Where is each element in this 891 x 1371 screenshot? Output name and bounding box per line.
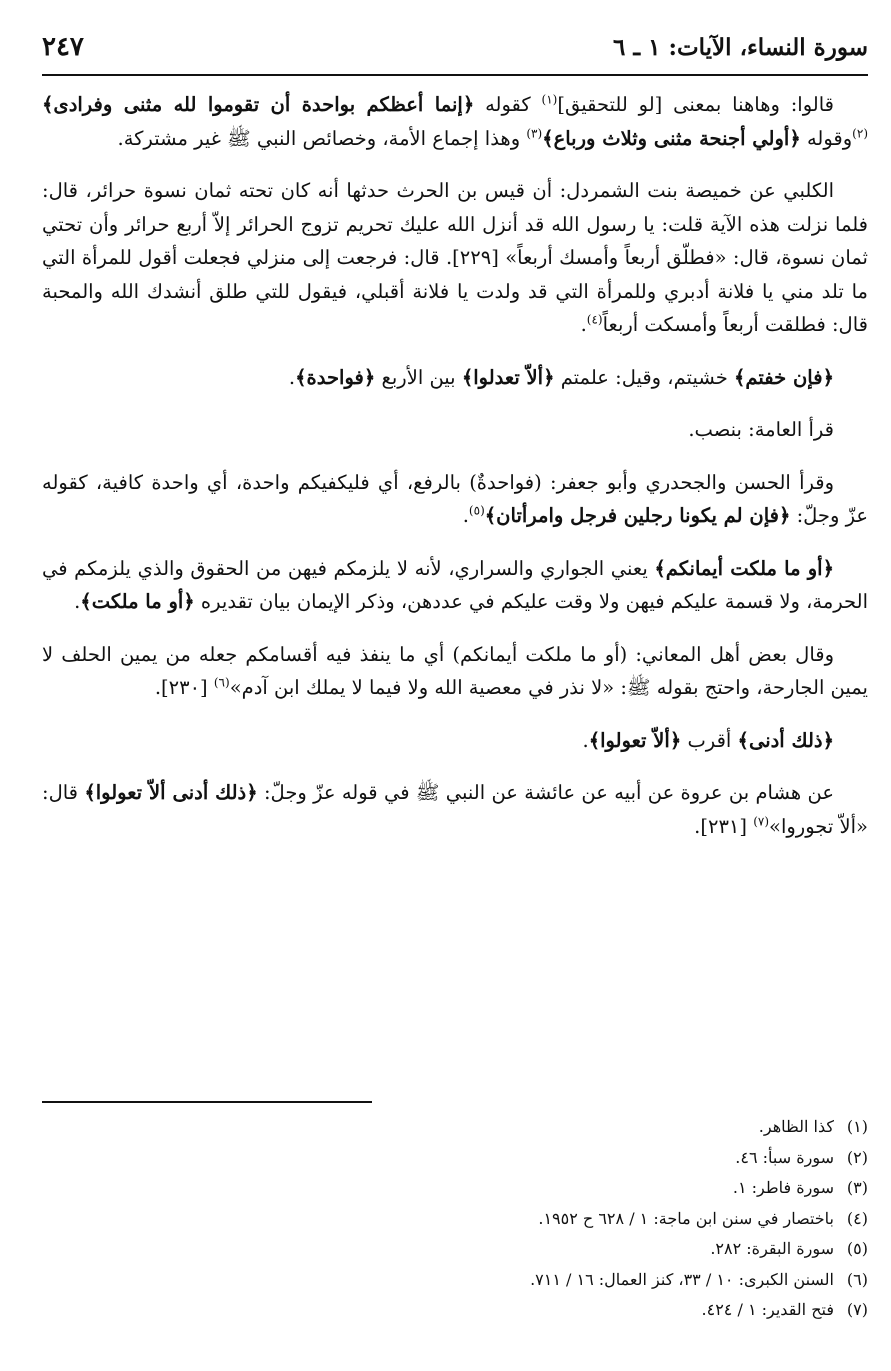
footnote-number: (٧) [846,1300,868,1319]
quranic-verse: ﴿أو ما ملكت﴾ [80,590,195,613]
footnote-marker: (٤) [586,312,603,327]
footnote-marker: (٢) [852,126,868,140]
quranic-verse: ﴿فإن لم يكونا رجلين فرجل وامرأتان﴾ [484,504,791,527]
paragraph [42,88,868,155]
footnote [42,1112,868,1143]
footnote [42,1204,868,1235]
quranic-verse: ﴿ذلك أدنى ألاّ تعولوا﴾ [84,781,258,804]
text-run: بين الأربع [375,365,462,389]
footnote-marker: (٥) [468,503,485,518]
text-run: قال: «ألاّ تجوروا» [42,781,868,838]
footnote-text: كذا الظاهر. [758,1117,834,1136]
text-run: الكلبي عن خميصة بنت الشمردل: أن قيس بن الحرث حدثها أنه كان تحته ثمان نسوة حرائر، قال: فلما نزلت هذه الآية قلت: يا رسول الله قد أنزل الله عليك تحريم تزوج الحرائر إلاّ أربع حرائر وأن تحتي ثمان نسوة، قال: «فطلّق أربعاً وأمسك أربعاً» [٢٢٩]. قال: فرجعت إلى منزلي فجعلت أقول للمرأة التي ما تلد مني يا فلانة أدبري وللمرأة التي قد ولدت يا فلانة أقبلي، فيقول للتي طلق أنشدك الله والمحبة قال: فطلقت أربعاً وأمسكت أربعاً [42,179,868,336]
text-run: وقرأ الحسن والجحدري وأبو جعفر: (فواحدةٌ) بالرفع، أي فليكفيكم واحدة، أي واحدة كافية، كقوله عزّ وجلّ: [42,470,868,527]
main-text [42,88,868,862]
footnote [42,1234,868,1265]
paragraph [42,413,868,447]
text-run: . [462,504,469,527]
footnote-number: (٢) [846,1147,868,1167]
text-run: عن هشام بن عروة عن أبيه عن عائشة عن النبي ﷺ في قوله عزّ وجلّ: [257,781,834,804]
text-run: وقال بعض أهل المعاني: (أو ما ملكت أيمانكم) أي ما ينفذ فيه أقسامكم جعله من يمين الحلف لا يمين الجارحة، واحتج بقوله ﷺ: «لا نذر في معصية الله ولا فيما لا يملك ابن آدم» [42,642,868,699]
text-run: يعني الجواري والسراري، لأنه لا يلزمكم فيهن من الحقوق والذي يلزمكم في الحرمة، ولا قسمة عليكم فيهن ولا وقت عليكم في عددهن، وذكر الإيمان بيان تقديره [42,556,868,613]
paragraph [42,552,868,619]
footnote [42,1173,868,1204]
footnote-divider [42,1101,372,1103]
footnote-text: سورة فاطر: ١. [732,1178,834,1197]
paragraph [42,724,868,758]
running-header [42,30,868,76]
footnote-text: باختصار في سنن ابن ماجة: ١ / ٦٢٨ ح ١٩٥٢. [538,1208,834,1228]
paragraph [42,174,868,342]
footnote-text: سورة سبأ: ٤٦. [735,1147,834,1167]
text-run: . [74,590,81,613]
paragraph [42,466,868,533]
quranic-verse: ﴿ألاّ تعدلوا﴾ [461,365,555,389]
text-run: . [288,365,296,389]
footnote-marker: (٦) [213,675,230,690]
text-run: كقوله [474,93,542,116]
text-run: وهذا إجماع الأمة، وخصائص النبي ﷺ غير مشتركة. [117,126,527,150]
text-run: [٢٣٠]. [154,676,214,699]
quranic-verse: ﴿أو ما ملكت أيمانكم﴾ [654,556,834,580]
text-run: قالوا: وهاهنا بمعنى [لو للتحقيق] [557,93,835,116]
footnote-number: (٦) [846,1269,868,1289]
quranic-verse: ﴿ألاّ تعولوا﴾ [588,728,682,752]
quranic-verse: ﴿فواحدة﴾ [295,365,376,389]
paragraph [42,638,868,705]
page-number: ٢٤٧ [42,32,84,62]
footnote-number: (١) [846,1117,868,1136]
footnote [42,1143,868,1174]
footnote-text: السنن الكبرى: ١٠ / ٣٣، كنز العمال: ١٦ / ٧١١. [530,1269,834,1289]
footnote [42,1265,868,1296]
footnote-marker: (٧) [753,814,770,828]
text-run: وقوله [800,126,853,150]
book-page [42,30,868,1350]
text-run: . [580,313,587,336]
footnote-number: (٣) [846,1178,868,1197]
paragraph [42,776,868,843]
text-run: خشيتم، وقيل: علمتم [554,365,734,389]
text-run: . [582,728,589,752]
running-title: سورة النساء، الآيات: ١ ـ ٦ [613,34,868,61]
quranic-verse: ﴿ذلك أدنى﴾ [737,728,834,752]
paragraph [42,361,868,395]
footnote-number: (٤) [846,1208,868,1228]
footnote-marker: (٣) [526,126,543,140]
footnote-number: (٥) [846,1239,868,1258]
footnote-text: سورة البقرة: ٢٨٢. [710,1239,834,1258]
text-run: قرأ العامة: بنصب. [688,418,834,441]
footnote [42,1295,868,1326]
text-run: أقرب [681,728,738,752]
quranic-verse: ﴿إنما أعظكم بواحدة أن تقوموا لله مثنى وفرادى﴾ [42,93,475,116]
footnotes-list [42,1112,868,1326]
quranic-verse: ﴿أولي أجنحة مثنى وثلاث ورباع﴾ [542,126,801,150]
footnote-text: فتح القدير: ١ / ٤٢٤. [701,1300,834,1319]
quranic-verse: ﴿فإن خفتم﴾ [733,365,834,389]
footnote-marker: (١) [541,92,558,107]
text-run: [٢٣١]. [694,814,754,838]
